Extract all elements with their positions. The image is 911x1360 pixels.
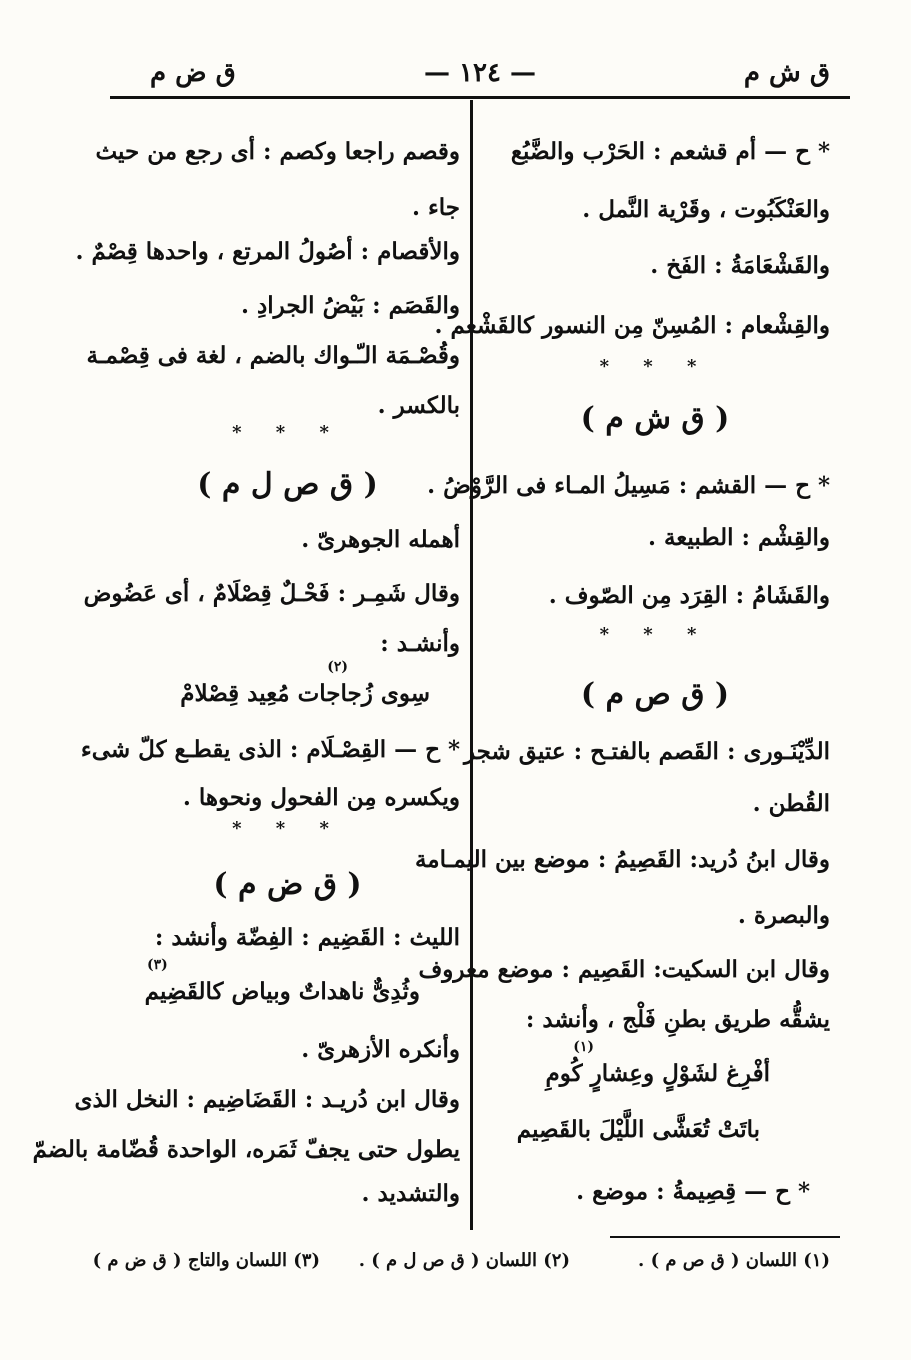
entry-line: وقال شَمِـر : فَحْـلٌ قِصْلَامٌ ، أى عَضُوض [83, 580, 460, 607]
entry-line: الدِّيْنَـورى : القَصم بالفتـح : عتيق شجر [463, 738, 830, 765]
verse-line: سِوى زُجاجات مُعِيد قِصْلامْ [180, 680, 430, 707]
entry-line: وقال ابنُ دُريد: القَصِيمُ : موضع بين اليمـامة [414, 846, 830, 873]
footnote: (١) اللسان ( ق ص م ) . [638, 1250, 830, 1271]
entry-line: والقِشْعام : المُسِنّ مِن النسور كالقَشْعم . [434, 312, 830, 339]
entry-line: وقال ابن دُريـد : القَضَاضِيم : النخل الذى [74, 1086, 460, 1113]
page-number: — ١٢٤ — [423, 58, 537, 88]
section-heading: ( ق ش م ) [580, 401, 730, 436]
entry-line: وأنكره الأزهرىّ . [301, 1036, 460, 1063]
section-heading: ( ق ض م ) [213, 867, 362, 902]
entry-line: والبصرة . [737, 902, 830, 929]
entry-line: والقَشَامُ : القِرَد مِن الصّوف . [548, 582, 830, 609]
entry-line: والقِشْم : الطبيعة . [647, 524, 830, 551]
entry-line: والأقصام : أصُولُ المرتع ، واحدها قِصْمٌ . [75, 238, 460, 265]
section-heading: ( ق ص ل م ) [197, 467, 378, 502]
header-rule [110, 96, 850, 99]
entry-line: * ح — أم قشعم : الحَرْب والضَّبُع [510, 138, 830, 165]
section-separator: * * * [599, 624, 711, 645]
entry-line: * ح — القِصْـلَام : الذى يقطـع كلّ شىء [80, 736, 460, 763]
entry-line: وأنشـد : [380, 630, 460, 657]
footnote-marker: (١) [573, 1039, 594, 1055]
section-separator: * * * [232, 422, 343, 443]
column-divider [470, 100, 473, 1230]
entry-line: أهمله الجوهرىّ . [301, 526, 460, 553]
entry-line: والتشديد . [361, 1180, 460, 1207]
running-head-left: ق ض م [150, 58, 236, 88]
footnote: (٣) اللسان والتاج ( ق ض م ) [92, 1250, 320, 1271]
footnote: (٢) اللسان ( ق ص ل م ) . [358, 1250, 570, 1271]
verse-line: أفْرِغ لشَوْلٍ وعِشارٍ كُومِ [545, 1060, 770, 1087]
entry-line: ويكسره مِن الفحول ونحوها . [182, 784, 460, 811]
footnotes [92, 1250, 830, 1280]
footnote-marker: (٢) [327, 659, 348, 675]
entry-line: الليث : القَضِيم : الفِضّة وأنشد : [154, 924, 460, 951]
entry-line: والقَشْعَامَةُ : الفَخ . [650, 252, 830, 279]
verse-line: باتَتْ تُعَشَّى اللَّيْلَ بالقَصِيم [516, 1116, 760, 1143]
entry-line: يطول حتى يجفّ ثَمَره، الواحدة قُضّامة بالضمّ [32, 1136, 460, 1163]
entry-line: والقَصَم : بَيْضُ الجرادِ . [240, 292, 460, 319]
footnote-marker: (٣) [147, 957, 168, 973]
entry-line: * ح — قِصِيمةُ : موضع . [576, 1178, 810, 1205]
footnote-rule [610, 1236, 840, 1238]
entry-line: جاء . [411, 194, 460, 221]
entry-line: وقصم راجعا وكصم : أى رجع من حيث [95, 138, 460, 165]
entry-line: يشقُّه طريق بطنِ فَلْج ، وأنشد : [525, 1006, 830, 1033]
verse-line: وثُدِىٌّ ناهداتٌ وبياض كالقَضِيم [144, 978, 420, 1005]
entry-line: وقُصْـمَة الـّـواك بالضم ، لغة فى قِصْمـة [86, 342, 460, 369]
entry-line: القُطن . [752, 790, 830, 817]
entry-line: والعَنْكَبُوت ، وقَرْية النَّمل . [582, 196, 830, 223]
page-header [110, 52, 850, 92]
section-separator: * * * [599, 356, 711, 377]
section-separator: * * * [232, 818, 343, 839]
entry-line: * ح — القشم : مَسِيلُ المـاء فى الرَّوْضُ . [427, 472, 830, 499]
entry-line: بالكسر . [377, 392, 460, 419]
running-head-right: ق ش م [743, 58, 830, 88]
section-heading: ( ق ص م ) [580, 677, 730, 712]
entry-line: وقال ابن السكيت: القَصِيم : موضع معروف [418, 956, 830, 983]
